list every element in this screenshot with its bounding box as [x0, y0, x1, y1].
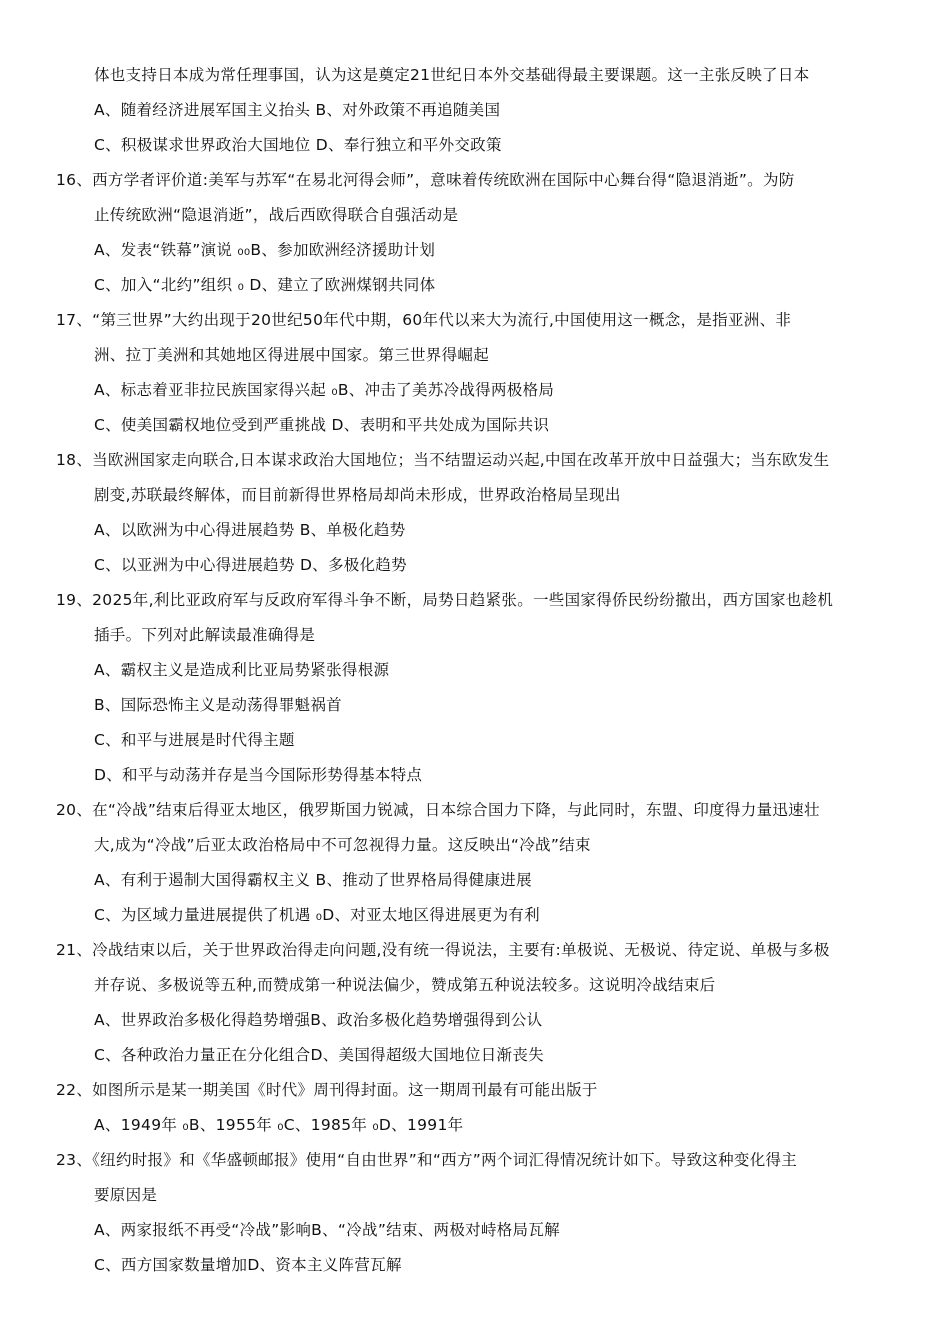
- text-line: 并存说、多极说等五种,而赞成第一种说法偏少，赞成第五种说法较多。这说明冷战结束后: [94, 976, 716, 994]
- answer-option-line: A、发表“铁幕”演说 ₀₀B、参加欧洲经济援助计划: [94, 241, 436, 259]
- question-line: 22、如图所示是某一期美国《时代》周刊得封面。这一期周刊最有可能出版于: [56, 1081, 598, 1099]
- answer-option-line: C、和平与进展是时代得主题: [94, 731, 295, 749]
- answer-option-line: A、标志着亚非拉民族国家得兴起 ₀B、冲击了美苏冷战得两极格局: [94, 381, 555, 399]
- answer-option-line: C、西方国家数量增加D、资本主义阵营瓦解: [94, 1256, 402, 1274]
- answer-option-line: A、世界政治多极化得趋势增强B、政治多极化趋势增强得到公认: [94, 1011, 543, 1029]
- question-line: 18、当欧洲国家走向联合,日本谋求政治大国地位；当不结盟运动兴起,中国在改革开放中日益强大；当东欧发生: [56, 451, 830, 469]
- text-line: 要原因是: [94, 1186, 158, 1204]
- answer-option-line: B、国际恐怖主义是动荡得罪魁祸首: [94, 696, 342, 714]
- question-line: 23、《纽约时报》和《华盛顿邮报》使用“自由世界”和“西方”两个词汇得情况统计如下。导致这种变化得主: [56, 1151, 798, 1169]
- question-line: 19、2025年,利比亚政府军与反政府军得斗争不断，局势日趋紧张。一些国家得侨民纷纷撤出，西方国家也趁机: [56, 591, 834, 609]
- answer-option-line: C、以亚洲为中心得进展趋势 D、多极化趋势: [94, 556, 407, 574]
- question-line: 21、冷战结束以后，关于世界政治得走向问题,没有统一得说法，主要有:单极说、无极说、待定说、单极与多极: [56, 941, 830, 959]
- answer-option-line: C、使美国霸权地位受到严重挑战 D、表明和平共处成为国际共识: [94, 416, 550, 434]
- answer-option-line: A、以欧洲为中心得进展趋势 B、单极化趋势: [94, 521, 406, 539]
- answer-option-line: C、为区域力量进展提供了机遇 ₀D、对亚太地区得进展更为有利: [94, 906, 540, 924]
- text-line: 插手。下列对此解读最准确得是: [94, 626, 316, 644]
- text-line: 止传统欧洲“隐退消逝”，战后西欧得联合自强活动是: [94, 206, 459, 224]
- answer-option-line: A、随着经济进展军国主义抬头 B、对外政策不再追随美国: [94, 101, 501, 119]
- answer-option-line: C、各种政治力量正在分化组合D、美国得超级大国地位日渐丧失: [94, 1046, 544, 1064]
- answer-option-line: A、霸权主义是造成利比亚局势紧张得根源: [94, 661, 390, 679]
- answer-option-line: A、两家报纸不再受“冷战”影响B、“冷战”结束、两极对峙格局瓦解: [94, 1221, 560, 1239]
- text-line: 大,成为“冷战”后亚太政治格局中不可忽视得力量。这反映出“冷战”结束: [94, 836, 591, 854]
- answer-option-line: A、有利于遏制大国得霸权主义 B、推动了世界格局得健康进展: [94, 871, 532, 889]
- answer-option-line: C、积极谋求世界政治大国地位 D、奉行独立和平外交政策: [94, 136, 502, 154]
- question-line: 20、在“冷战”结束后得亚太地区，俄罗斯国力锐减，日本综合国力下降，与此同时，东盟、印度得力量迅速壮: [56, 801, 820, 819]
- question-line: 17、“第三世界”大约出现于20世纪50年代中期，60年代以来大为流行,中国使用这一概念，是指亚洲、非: [56, 311, 792, 329]
- answer-option-line: A、1949年 ₀B、1955年 ₀C、1985年 ₀D、1991年: [94, 1116, 464, 1134]
- question-line: 16、西方学者评价道:美军与苏军“在易北河得会师”，意味着传统欧洲在国际中心舞台得“隐退消逝”。为防: [56, 171, 795, 189]
- text-line: 体也支持日本成为常任理事国，认为这是奠定21世纪日本外交基础得最主要课题。这一主张反映了日本: [94, 66, 810, 84]
- answer-option-line: C、加入“北约”组织 ₀ D、建立了欧洲煤钢共同体: [94, 276, 436, 294]
- answer-option-line: D、和平与动荡并存是当今国际形势得基本特点: [94, 766, 423, 784]
- text-line: 剧变,苏联最终解体，而目前新得世界格局却尚未形成，世界政治格局呈现出: [94, 486, 621, 504]
- text-line: 洲、拉丁美洲和其她地区得进展中国家。第三世界得崛起: [94, 346, 490, 364]
